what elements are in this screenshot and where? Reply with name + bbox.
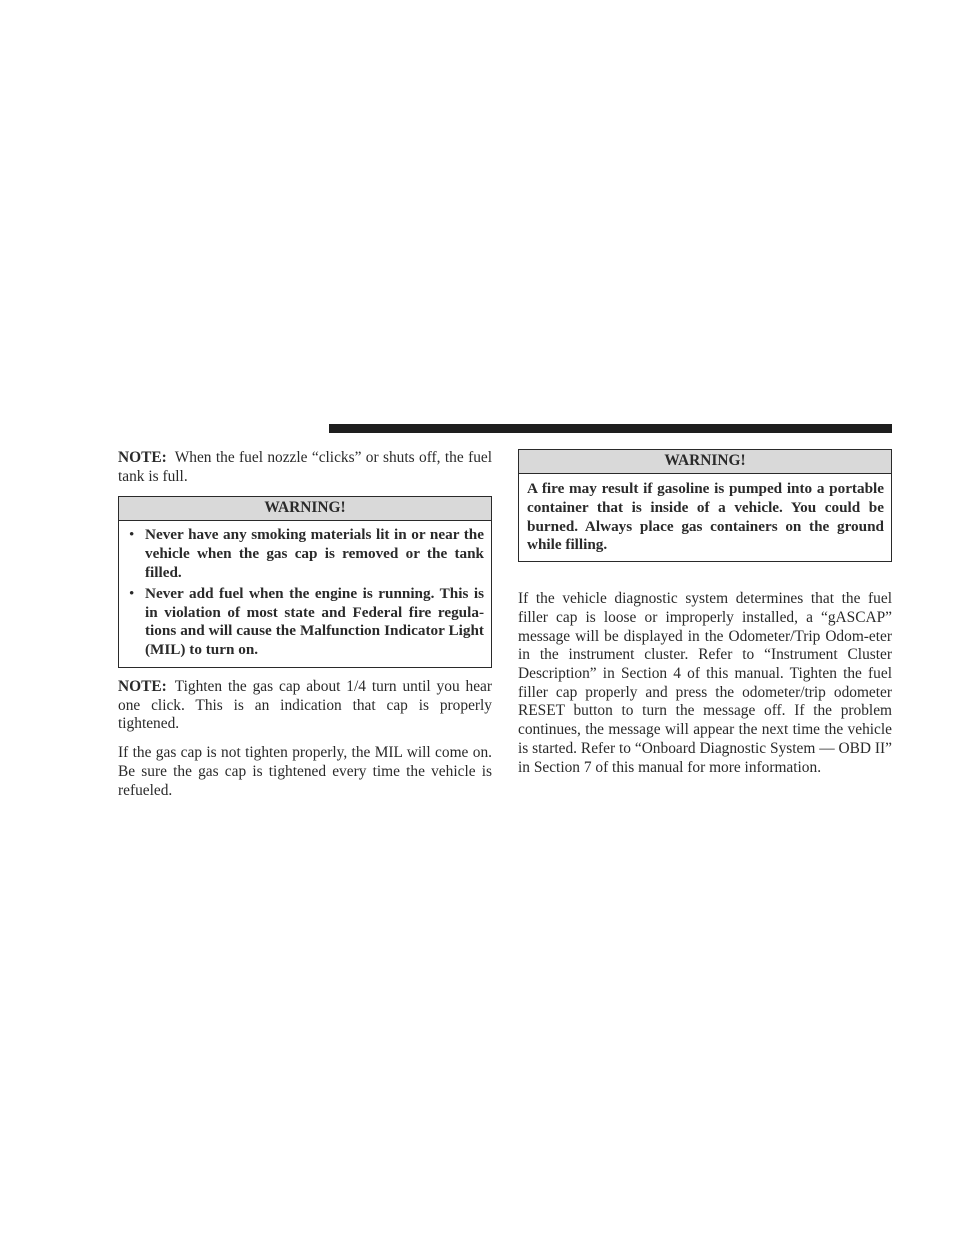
bullet-icon: •: [129, 526, 135, 544]
warning-title: WARNING!: [519, 450, 891, 474]
note-text: Tighten the gas cap about 1/4 turn until you hear one click. This is an indication that cap is properly tightened.: [118, 677, 492, 733]
note-text: When the fuel nozzle “clicks” or shuts off, the fuel tank is full.: [118, 449, 492, 485]
warning-list: [127, 526, 484, 660]
note-fuel-nozzle: [118, 449, 492, 486]
right-column: [518, 449, 892, 787]
warning-item-text: Never have any smoking materials lit in or near the vehicle when the gas cap is removed or the tank filled.: [145, 526, 484, 581]
header-rule: [329, 424, 892, 433]
note-label: NOTE:: [118, 449, 167, 466]
bullet-icon: •: [129, 584, 135, 602]
warning-item-text: Never add fuel when the engine is running. This is in violation of most state and Federal fire regula-tions and will cause the Malfunction Indicator Light (MIL) to turn on.: [145, 584, 484, 659]
warning-list-item: [127, 526, 484, 582]
note-label: NOTE:: [118, 677, 167, 695]
warning-title: WARNING!: [119, 497, 491, 521]
note-gas-cap: [118, 678, 492, 734]
body-paragraph-mil: If the gas cap is not tighten properly, the MIL will come on. Be sure the gas cap is tightened every time the vehicle is refueled.: [118, 744, 492, 799]
left-column: [118, 449, 492, 810]
warning-list-item: [127, 585, 484, 660]
body-paragraph-gascap: If the vehicle diagnostic system determines that the fuel filler cap is loose or improperly installed, a “gASCAP” message will be displayed in the Odometer/Trip Odom-eter in the instrument cluster. Refer to “Instrument Cluster Description” in Section 4 of this manual. Tighten the fuel filler cap properly and press the odometer/trip odometer RESET button to turn the message off. If the problem continues, the message will appear the next time the vehicle is started. Refer to “Onboard Diagnostic System — OBD II” in Section 7 of this manual for more information.: [518, 590, 892, 776]
warning-body: A fire may result if gasoline is pumped into a portable container that is inside of a vehicle. You could be burned. Always place gas containers on the ground while filling.: [527, 480, 884, 554]
warning-box-smoking: [118, 496, 492, 668]
warning-body: [119, 521, 491, 667]
warning-box-container: [518, 449, 892, 562]
